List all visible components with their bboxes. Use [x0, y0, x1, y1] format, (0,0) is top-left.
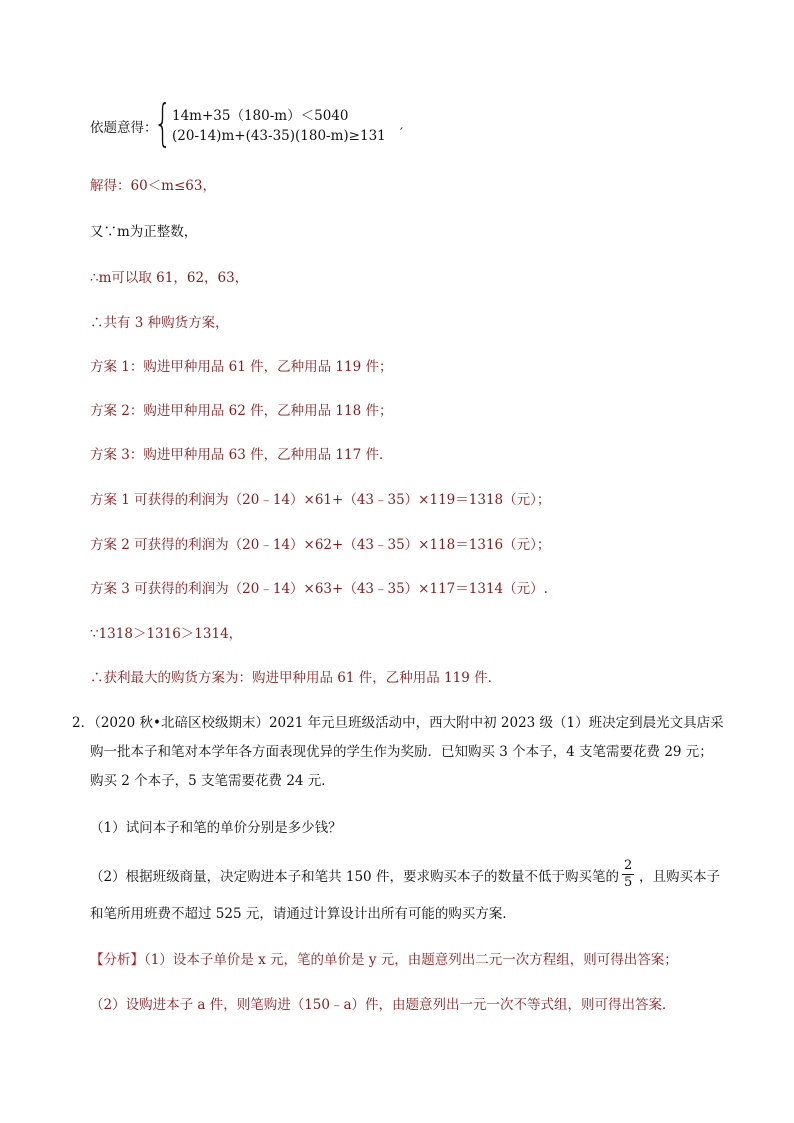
analysis-2: （2）设购进本子 a 件，则笔购进（150﹣a）件，由题意列出一元一次不等式组，则可得出答案． [90, 997, 676, 1013]
analysis-tag: 【分析】 [90, 952, 144, 968]
question-2-line-2: 和笔所用班费不超过 525 元，请通过计算设计出所有可能的购买方案． [90, 906, 516, 922]
fraction-two-fifths [622, 858, 634, 891]
inequality-row-2: (20-14)m+(43-35)(180-m)≥131 [172, 128, 386, 144]
profit-2-line: 方案 2 可获得的利润为（20﹣14）×62+（43﹣35）×118＝1316（元）； [90, 537, 551, 553]
profit-1-line: 方案 1 可获得的利润为（20﹣14）×61+（43﹣35）×119＝1318（元）； [90, 492, 551, 508]
integer-condition-line: 又∵m为正整数， [90, 224, 198, 240]
problem-2-line-1: 2．（2020 秋•北碚区校级期末）2021 年元旦班级活动中，西大附中初 2023 级（1）班决定到晨光文具店采 [72, 715, 724, 731]
solve-line: 解得：60＜m≤63， [90, 178, 216, 194]
system-tail-mark: ′ [400, 126, 403, 141]
plan-1-line: 方案 1：购进甲种用品 61 件，乙种用品 119 件； [90, 359, 393, 375]
fraction-denominator: 5 [624, 875, 633, 890]
analysis-1 [90, 950, 678, 970]
plan-count-line: ∴共有 3 种购货方案， [90, 315, 229, 331]
question-1: （1）试问本子和笔的单价分别是多少钱？ [90, 820, 342, 836]
problem-2-line-3: 购买 2 个本子，5 支笔需要花费 24 元． [90, 773, 335, 789]
question-2-text-a: （2）根据班级商量，决定购进本子和笔共 150 件，要求购买本子的数量不低于购买笔的 [90, 869, 619, 885]
analysis-1-text: （1）设本子单价是 x 元，笔的单价是 y 元，由题意列出二元一次方程组，则可得出答案； [144, 952, 678, 968]
fraction-numerator: 2 [624, 858, 633, 873]
profit-3-line: 方案 3 可获得的利润为（20﹣14）×63+（43﹣35）×117＝1314（元）. [90, 581, 548, 597]
plan-2-line: 方案 2：购进甲种用品 62 件，乙种用品 118 件； [90, 403, 393, 419]
conclusion-line: ∴获利最大的购货方案为：购进甲种用品 61 件，乙种用品 119 件． [90, 670, 502, 686]
question-2-text-b: ，且购买本子 [638, 869, 720, 885]
inequality-row-1: 14m+35（180-m）＜5040 [172, 108, 349, 124]
left-brace: { [154, 94, 172, 152]
problem-2-line-2: 购一批本子和笔对本学年各方面表现优异的学生作为奖励．已知购买 3 个本子，4 支笔需要花费 29 元； [90, 744, 713, 760]
values-line: ∴m可以取 61，62，63， [90, 270, 249, 286]
comparison-line: ∵1318＞1316＞1314， [90, 626, 243, 642]
system-label: 依题意得： [90, 120, 158, 136]
plan-3-line: 方案 3：购进甲种用品 63 件，乙种用品 117 件． [90, 447, 393, 463]
